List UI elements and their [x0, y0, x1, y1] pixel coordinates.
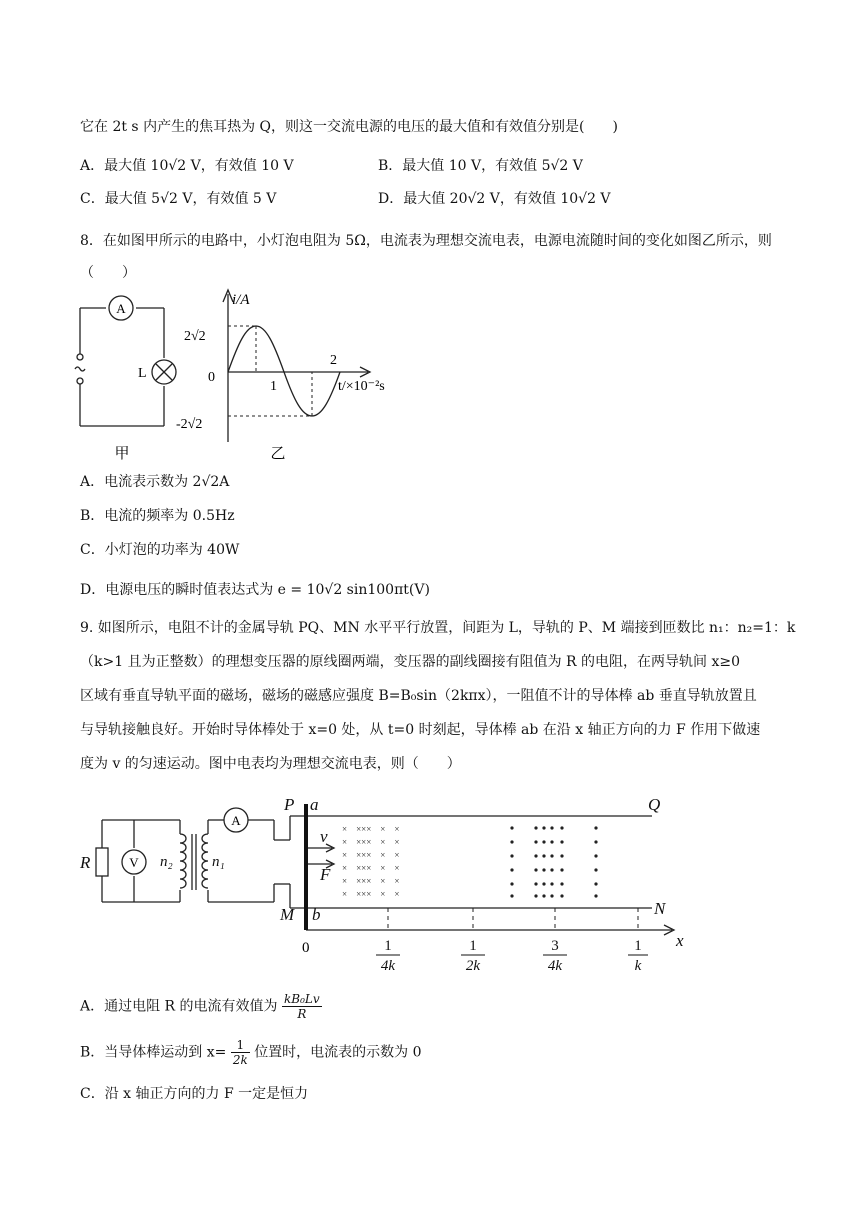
lamp-label: L: [138, 366, 147, 381]
q8-option-a[interactable]: A．电流表示数为 2√2A: [80, 474, 230, 490]
yi-ylabel: i/A: [232, 292, 250, 308]
yi-origin: 0: [208, 370, 215, 385]
q9-option-b-den: 2k: [232, 1053, 248, 1067]
x-axis-label: x: [676, 931, 684, 950]
n2-label: n₂: [160, 854, 173, 870]
tick1-num: 1: [384, 938, 392, 954]
svg-text:× ××× × ×: × ××× × ×: [342, 850, 400, 860]
q7-option-a[interactable]: A．最大值 10√2 V，有效值 10 V: [80, 158, 294, 174]
q8-option-b[interactable]: B．电流的频率为 0.5Hz: [80, 508, 235, 524]
svg-text:× ××× × ×: × ××× × ×: [342, 889, 400, 899]
yi-ymin: -2√2: [176, 417, 203, 432]
tick4-num: 1: [634, 938, 642, 954]
q9-option-a[interactable]: [80, 992, 322, 1028]
q8-figure-yi: [170, 282, 410, 468]
svg-text:× ××× × ×: × ××× × ×: [342, 824, 400, 834]
label-F: F: [320, 865, 331, 884]
resistor-label: R: [80, 853, 91, 872]
label-M: M: [280, 905, 295, 924]
svg-text:× ××× × ×: × ××× × ×: [342, 876, 400, 886]
q9-option-a-fraction: [282, 992, 322, 1021]
q9-option-b[interactable]: [80, 1038, 422, 1074]
tick1-den: 4k: [380, 958, 396, 974]
q8-stem-line1: [80, 225, 780, 289]
tick2-den: 2k: [465, 958, 481, 974]
tick4-den: k: [634, 958, 642, 974]
q9-stem-line1: 9. 如图所示，电阻不计的金属导轨 PQ、MN 水平平行放置，间距为 L，导轨的 P、M 端接到匝数比 n₁：n₂=1：k: [80, 620, 796, 636]
q9-figure: [76, 790, 706, 980]
q9-option-a-text: A．通过电阻 R 的电流有效值为: [80, 998, 278, 1015]
label-P: P: [284, 795, 295, 814]
label-Q: Q: [648, 795, 661, 814]
q7-stem-tail: 它在 2t s 内产生的焦耳热为 Q，则这一交流电源的电压的最大值和有效值分别是( ): [80, 119, 618, 135]
label-N: N: [654, 899, 666, 918]
q7-option-d[interactable]: D．最大值 20√2 V，有效值 10√2 V: [378, 191, 611, 207]
q9-stem-line2: （k>1 且为正整数）的理想变压器的原线圈两端，变压器的副线圈接有阻值为 R 的电阻，在两导轨间 x≥0: [80, 654, 740, 670]
yi-ymax: 2√2: [184, 329, 206, 344]
voltmeter-label: V: [129, 855, 139, 870]
q9-stem-line5: 度为 v 的匀速运动。图中电表均为理想交流电表，则（ ）: [80, 756, 461, 772]
ammeter2-label: A: [231, 813, 241, 828]
n1-label: n₁: [212, 854, 225, 870]
yi-tick1: 1: [270, 379, 277, 394]
tick3-den: 4k: [547, 958, 563, 974]
q8-stem: 8．在如图甲所示的电路中，小灯泡电阻为 5Ω，电流表为理想交流电表，电源电流随时间的变化如图乙所示，则（ ）: [80, 233, 772, 281]
q9-stem-line4: 与导轨接触良好。开始时导体棒处于 x=0 处，从 t=0 时刻起，导体棒 ab 在沿 x 轴正方向的力 F 作用下做速: [80, 722, 761, 738]
ammeter-label: A: [116, 301, 126, 316]
q9-option-c[interactable]: C．沿 x 轴正方向的力 F 一定是恒力: [80, 1086, 309, 1102]
tick3-num: 3: [551, 938, 559, 954]
q8-option-d[interactable]: D．电源电压的瞬时值表达式为 e = 10√2 sin100πt(V): [80, 582, 430, 598]
q9-stem-line3: 区域有垂直导轨平面的磁场，磁场的磁感应强度 B=B₀sin（2kπx），一阻值不计的导体棒 ab 垂直导轨放置且: [80, 688, 757, 704]
q9-option-b-pre: B．当导体棒运动到 x=: [80, 1044, 227, 1061]
q9-option-a-den: R: [297, 1007, 307, 1021]
sine-curve: [228, 326, 340, 416]
q9-option-b-num: 1: [231, 1038, 250, 1053]
label-a: a: [310, 795, 319, 814]
q9-option-a-num: kB₀Lv: [284, 992, 320, 1006]
q9-option-b-fraction: [231, 1038, 250, 1067]
fig-jia-caption: 甲: [114, 446, 130, 462]
axis-zero: 0: [302, 940, 310, 956]
tick2-num: 1: [469, 938, 477, 954]
fig-yi-caption: 乙: [270, 446, 286, 462]
q7-option-c[interactable]: C．最大值 5√2 V，有效值 5 V: [80, 191, 277, 207]
q8-option-c[interactable]: C．小灯泡的功率为 40W: [80, 542, 240, 558]
yi-xlabel: t/×10⁻²s: [338, 379, 385, 394]
q7-option-b[interactable]: B．最大值 10 V，有效值 5√2 V: [378, 158, 583, 174]
yi-tick2: 2: [330, 353, 337, 368]
svg-text:× ××× × ×: × ××× × ×: [342, 837, 400, 847]
label-b: b: [312, 905, 321, 924]
q9-option-b-post: 位置时，电流表的示数为 0: [254, 1044, 422, 1061]
svg-text:× ××× × ×: × ××× × ×: [342, 863, 400, 873]
label-v: v: [320, 827, 328, 846]
